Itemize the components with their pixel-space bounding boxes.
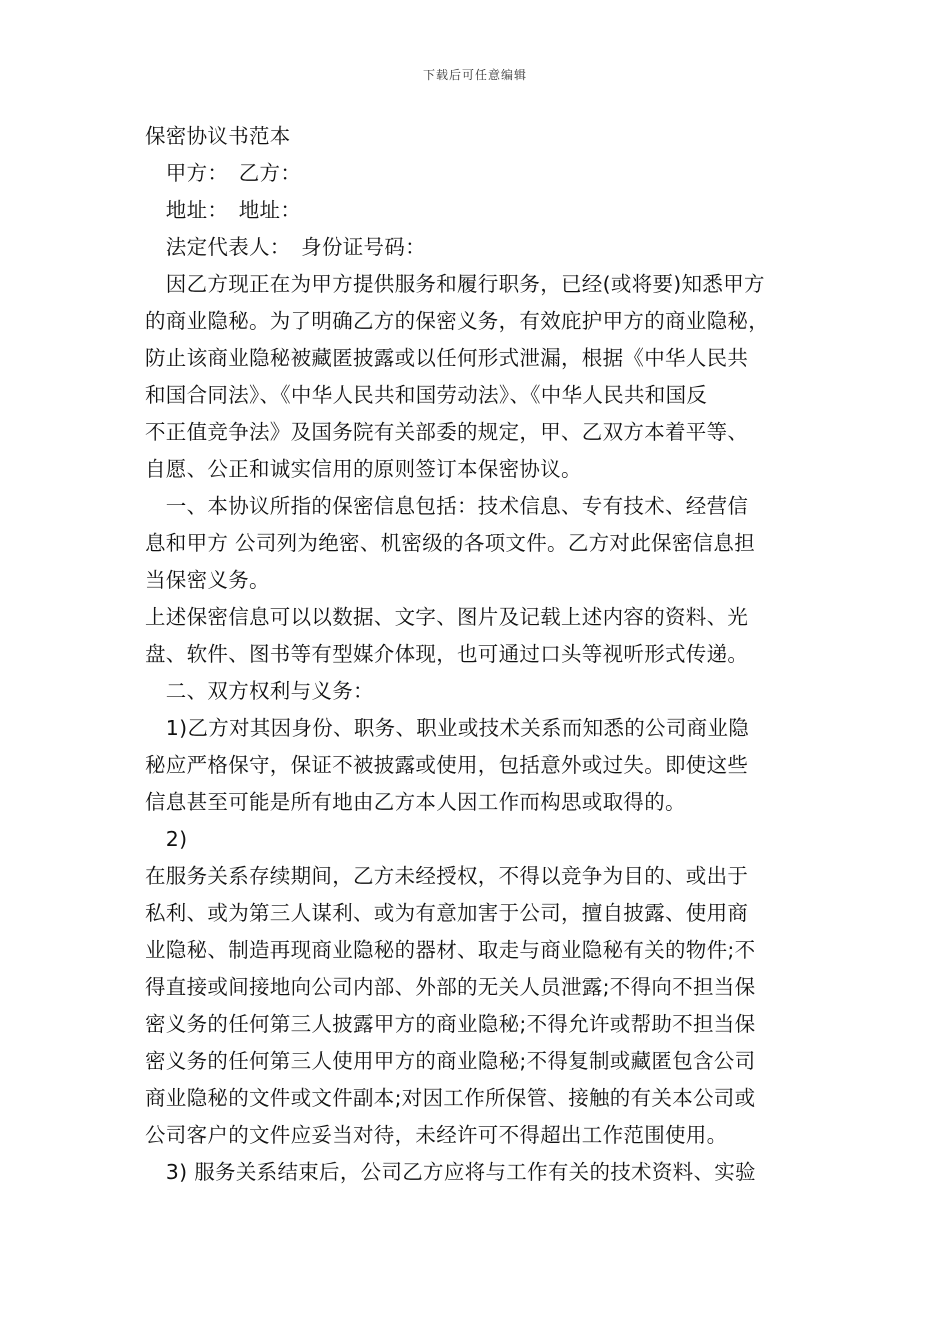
text-line: 不正值竞争法》及国务院有关部委的规定，甲、乙双方本着平等、 [145,420,749,444]
text-line: 1)乙方对其因身份、职务、职业或技术关系而知悉的公司商业隐 [145,716,750,740]
text-line: 当保密义务。 [145,568,270,592]
text-line: 秘应严格保守，保证不被披露或使用，包括意外或过失。即使这些 [145,753,749,777]
text-line: 3) 服务关系结束后，公司乙方应将与工作有关的技术资料、实验 [145,1160,756,1184]
text-line: 商业隐秘的文件或文件副本;对因工作所保管、接触的有关本公司或 [145,1086,756,1110]
text-line: 上述保密信息可以以数据、文字、图片及记载上述内容的资料、光 [145,605,749,629]
text-line: 和国合同法》、《中华人民共和国劳动法》、《中华人民共和国反 [145,383,708,407]
text-line: 息和甲方 公司列为绝密、机密级的各项文件。乙方对此保密信息担 [145,531,756,555]
text-line: 得直接或间接地向公司内部、外部的无关人员泄露;不得向不担当保 [145,975,756,999]
text-line: 在服务关系存续期间，乙方未经授权，不得以竞争为目的、或出于 [145,864,749,888]
text-line: 2) [145,827,188,851]
document-body [145,118,810,1191]
address-line: 地址： 地址： [145,198,302,222]
text-line: 私利、或为第三人谋利、或为有意加害于公司，擅自披露、使用商 [145,901,749,925]
doc-title: 保密协议书范本 [145,124,291,148]
text-line: 的商业隐秘。为了明确乙方的保密义务，有效庇护甲方的商业隐秘， [145,309,769,333]
text-line: 二、双方权利与义务： [145,679,374,703]
representative-line: 法定代表人： 身份证号码： [145,235,426,259]
text-line: 密义务的任何第三人披露甲方的商业隐秘;不得允许或帮助不担当保 [145,1012,756,1036]
text-line: 密义务的任何第三人使用甲方的商业隐秘;不得复制或藏匿包含公司 [145,1049,756,1073]
text-line: 公司客户的文件应妥当对待，未经许可不得超出工作范围使用。 [145,1123,728,1147]
header-note: 下载后可任意编辑 [422,68,527,82]
text-line: 业隐秘、制造再现商业隐秘的器材、取走与商业隐秘有关的物件;不 [145,938,756,962]
text-line: 一、本协议所指的保密信息包括：技术信息、专有技术、经营信 [145,494,749,518]
text-line: 盘、软件、图书等有型媒介体现，也可通过口头等视听形式传递。 [145,642,749,666]
party-line: 甲方： 乙方： [145,161,302,185]
text-line: 防止该商业隐秘被藏匿披露或以任何形式泄漏，根据《中华人民共 [145,346,749,370]
text-line: 自愿、公正和诚实信用的原则签订本保密协议。 [145,457,582,481]
text-line: 信息甚至可能是所有地由乙方本人因工作而构思或取得的。 [145,790,686,814]
text-line: 因乙方现正在为甲方提供服务和履行职务，已经(或将要)知悉甲方 [145,272,765,296]
